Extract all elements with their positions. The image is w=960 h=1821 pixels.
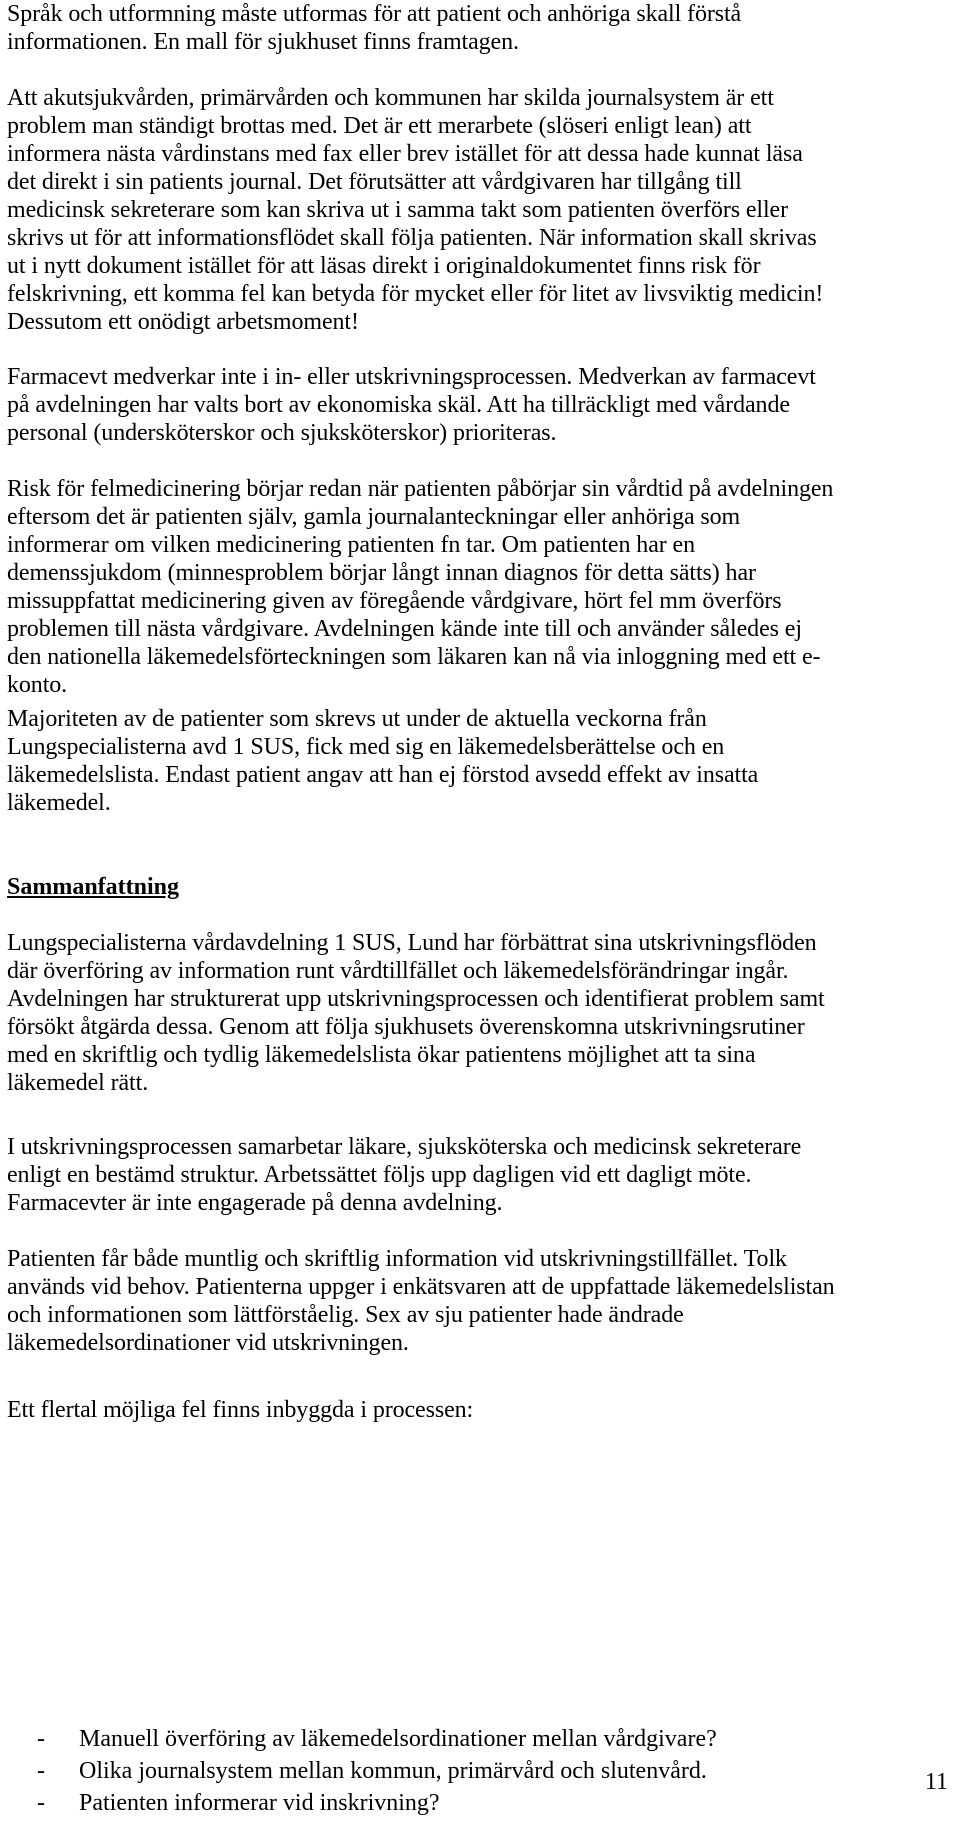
bullet-dash: -	[37, 1758, 45, 1784]
list-item-text: Manuell överföring av läkemedelsordinationer mellan vårdgivare?	[79, 1726, 717, 1752]
summary-paragraph-collaboration: I utskrivningsprocessen samarbetar läkare, sjuksköterska och medicinsk sekreterare enligt en bestämd struktur. Arbetssättet följs upp dagligen vid ett dagligt möte. Farmacevter är inte engagerade på denna avdelning.	[7, 1134, 802, 1216]
list-item	[7, 1757, 867, 1789]
bullet-dash: -	[37, 1790, 45, 1816]
paragraph-majority-patients: Majoriteten av de patienter som skrevs ut under de aktuella veckorna från Lungspecialisterna avd 1 SUS, fick med sig en läkemedelsberättelse och en läkemedelslista. Endast patient angav att han ej förstod avsedd effekt av insatta läkemedel.	[7, 706, 759, 816]
list-item	[7, 1789, 867, 1821]
paragraph-language: Språk och utformning måste utformas för att patient och anhöriga skall förstå informationen. En mall för sjukhuset finns framtagen.	[7, 1, 742, 55]
page-number: 11	[924, 1769, 948, 1795]
paragraph-medication-risk: Risk för felmedicinering börjar redan när patienten påbörjar sin vårdtid på avdelningen eftersom det är patienten själv, gamla journalanteckningar eller anhöriga som informerar om vilken medicinering patienten fn tar. Om patienten har en demenssjukdom (minnesproblem börjar långt innan diagnos för detta sätts) har missuppfattat medicinering given av föregående vårdgivare, hört fel mm överförs problemen till nästa vårdgivare. Avdelningen kände inte till och använder således ej den nationella läkemedelsförteckningen som läkaren kan nå via inloggning med ett e-konto.	[7, 476, 834, 698]
summary-paragraph-possible-errors: Ett flertal möjliga fel finns inbyggda i processen:	[7, 1397, 474, 1423]
list-item	[7, 1725, 867, 1757]
section-heading-summary: Sammanfattning	[7, 874, 180, 900]
summary-paragraph-improvements: Lungspecialisterna vårdavdelning 1 SUS, Lund har förbättrat sina utskrivningsflöden där överföring av information runt vårdtillfället och läkemedelsförändringar ingår. Avdelningen har strukturerat upp utskrivningsprocessen och identifierat problem samt försökt åtgärda dessa. Genom att följa sjukhusets överenskomna utskrivningsrutiner med en skriftlig och tydlig läkemedelslista ökar patientens möjlighet att ta sina läkemedel rätt.	[7, 930, 825, 1096]
paragraph-journal-systems: Att akutsjukvården, primärvården och kommunen har skilda journalsystem är ett problem man ständigt brottas med. Det är ett merarbete (slöseri enligt lean) att informera nästa vårdinstans med fax eller brev istället för att dessa hade kunnat läsa det direkt i sin patients journal. Det förutsätter att vårdgivaren har tillgång till medicinsk sekreterare som kan skriva ut i samma takt som patienten överförs eller skrivs ut för att informationsflödet skall följa patienten. När information skall skrivas ut i nytt dokument istället för att läsas direkt i originaldokumentet finns risk för felskrivning, ett komma fel kan betyda för mycket eller för litet av livsviktig medicin! Dessutom ett onödigt arbetsmoment!	[7, 85, 824, 335]
summary-paragraph-patient-info: Patienten får både muntlig och skriftlig information vid utskrivningstillfället. Tolk används vid behov. Patienterna uppger i enkätsvaren att de uppfattade läkemedelslistan och informationen som lättförståelig. Sex av sju patienter hade ändrade läkemedelsordinationer vid utskrivningen.	[7, 1246, 835, 1356]
bullet-dash: -	[37, 1726, 45, 1752]
possible-errors-list	[7, 1725, 867, 1821]
list-item-text: Patienten informerar vid inskrivning?	[79, 1790, 440, 1816]
paragraph-pharmacist: Farmacevt medverkar inte i in- eller utskrivningsprocessen. Medverkan av farmacevt på avdelningen har valts bort av ekonomiska skäl. Att ha tillräckligt med vårdande personal (undersköterskor och sjuksköterskor) prioriteras.	[7, 364, 816, 446]
list-item-text: Olika journalsystem mellan kommun, primärvård och slutenvård.	[79, 1758, 707, 1784]
